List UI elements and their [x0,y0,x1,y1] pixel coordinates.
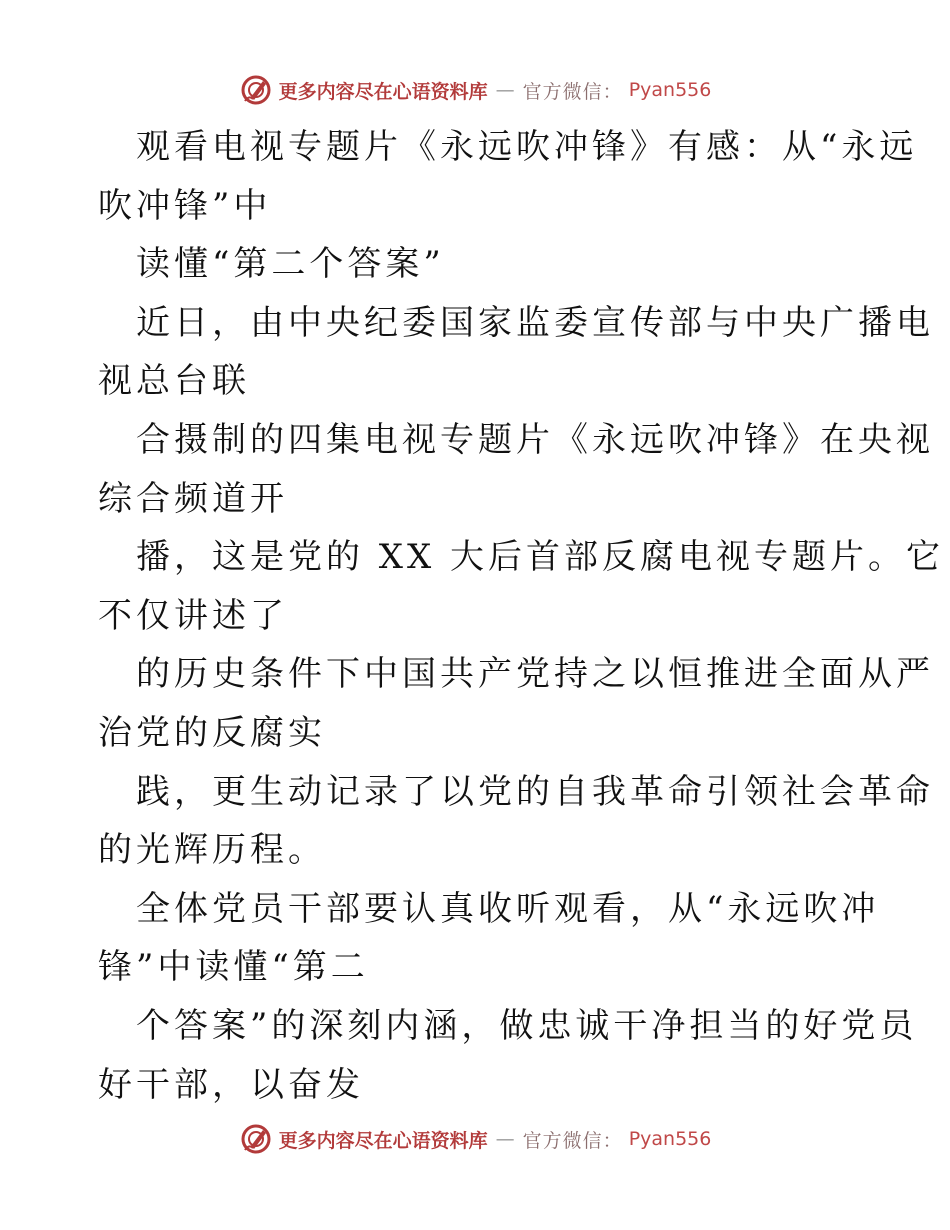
banner-brand: 更多内容尽在心语资料库 [278,80,488,103]
body-line: 锋”中读懂“第二 [98,947,369,988]
body-line: 个答案”的深刻内涵，做忠诚干净担当的好党员 [136,1005,918,1046]
header-watermark-banner [0,68,950,112]
banner-dash: — [495,79,515,101]
banner-dash: — [495,1128,515,1150]
body-line: 不仅讲述了 [98,595,288,636]
body-line: 视总台联 [98,361,250,402]
body-line: 合摄制的四集电视专题片《永远吹冲锋》在央视 [136,419,934,460]
logo-icon [239,73,273,107]
footer-watermark-banner [0,1117,950,1161]
body-line: 的光辉历程。 [98,830,326,871]
body-line: 治党的反腐实 [98,712,326,753]
document-body [98,118,945,1114]
logo-icon [239,1122,273,1156]
body-line: 吹冲锋”中 [98,185,272,226]
banner-brand: 更多内容尽在心语资料库 [278,1129,488,1152]
body-line: 读懂“第二个答案” [136,244,445,285]
banner-wechat-id: Pyan556 [628,79,712,101]
body-line: 全体党员干部要认真收听观看，从“永远吹冲 [136,888,880,929]
body-line: 播，这是党的 XX 大后首部反腐电视专题片。它 [136,537,945,578]
body-line: 综合频道开 [98,478,288,519]
banner-wechat-label: 官方微信： [522,1129,623,1152]
banner-wechat-id: Pyan556 [628,1128,712,1150]
body-line: 近日，由中央纪委国家监委宣传部与中央广播电 [136,302,934,343]
body-line: 践，更生动记录了以党的自我革命引领社会革命 [136,771,934,812]
body-line: 好干部，以奋发 [98,1064,364,1105]
banner-wechat-label: 官方微信： [522,80,623,103]
body-line: 观看电视专题片《永远吹冲锋》有感：从“永远 [136,127,918,167]
body-line: 的历史条件下中国共产党持之以恒推进全面从严 [136,654,934,695]
